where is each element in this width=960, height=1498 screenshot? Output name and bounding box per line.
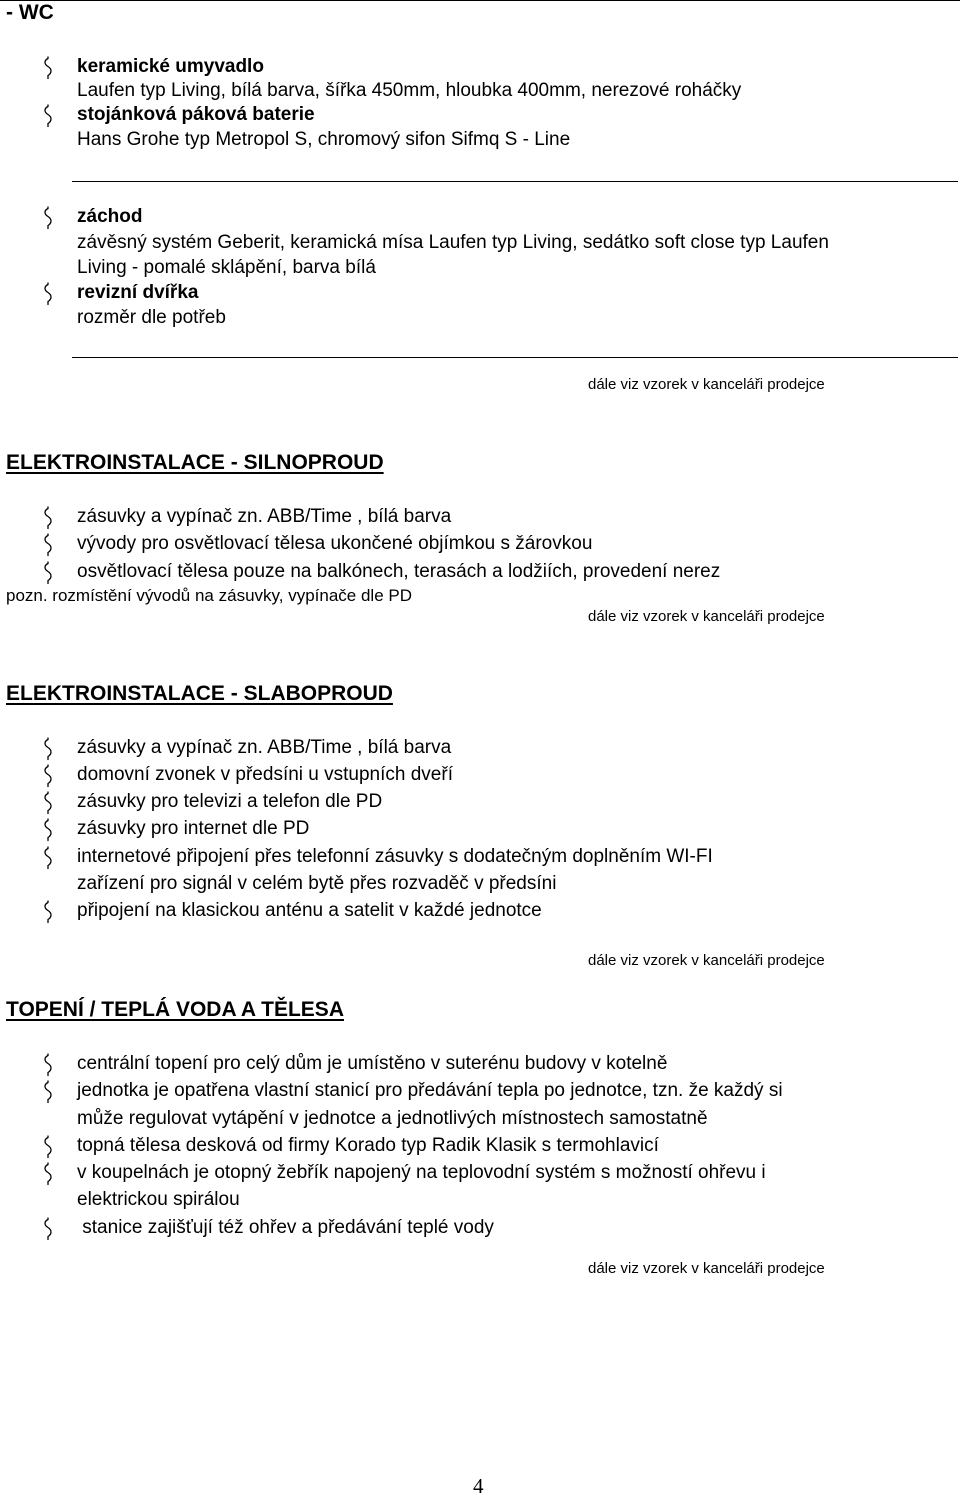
bullet-icon	[41, 1053, 55, 1077]
bullet-icon	[41, 1217, 55, 1241]
bullet-icon	[41, 1162, 55, 1186]
bullet-icon	[41, 818, 55, 842]
item-baterie-desc: Hans Grohe typ Metropol S, chromový sifon Sifmq S - Line	[77, 129, 571, 150]
list-item: domovní zvonek v předsíni u vstupních dveří	[77, 764, 453, 785]
list-item: stanice zajišťují též ohřev a předávání teplé vody	[77, 1217, 494, 1238]
item-umyvadlo-title: keramické umyvadlo	[77, 56, 264, 77]
bullet-icon	[41, 791, 55, 815]
section-title-slaboproud: ELEKTROINSTALACE - SLABOPROUD	[6, 682, 393, 705]
item-zachod-title: záchod	[77, 206, 143, 227]
item-zachod-desc-2: Living - pomalé sklápění, barva bílá	[77, 257, 376, 278]
list-item: připojení na klasickou anténu a satelit v každé jednotce	[77, 900, 542, 921]
sample-note: dále viz vzorek v kanceláři prodejce	[588, 376, 825, 393]
section-title-topeni: TOPENÍ / TEPLÁ VODA A TĚLESA	[6, 998, 344, 1021]
list-item: osvětlovací tělesa pouze na balkónech, terasách a lodžiích, provedení nerez	[77, 561, 721, 582]
bullet-icon	[41, 282, 55, 306]
sample-note: dále viz vzorek v kanceláři prodejce	[588, 952, 825, 969]
bullet-icon	[41, 764, 55, 788]
list-item: topná tělesa desková od firmy Korado typ Radik Klasik s termohlavicí	[77, 1135, 659, 1156]
bullet-icon	[41, 1080, 55, 1104]
section-title-wc: - WC	[6, 1, 54, 24]
divider	[72, 181, 958, 182]
bullet-icon	[41, 206, 55, 230]
bullet-icon	[41, 1135, 55, 1159]
list-item: v koupelnách je otopný žebřík napojený na teplovodní systém s možností ohřevu i	[77, 1162, 766, 1183]
list-item: zásuvky a vypínač zn. ABB/Time , bílá barva	[77, 506, 452, 527]
bullet-icon	[41, 533, 55, 557]
list-item: centrální topení pro celý dům je umístěno v suterénu budovy v kotelně	[77, 1053, 668, 1074]
list-item-continuation: může regulovat vytápění v jednotce a jednotlivých místnostech samostatně	[77, 1108, 708, 1129]
item-zachod-desc-1: závěsný systém Geberit, keramická mísa Laufen typ Living, sedátko soft close typ Laufen	[77, 232, 829, 253]
page-number: 4	[473, 1474, 484, 1498]
bullet-icon	[41, 506, 55, 530]
list-item: zásuvky pro internet dle PD	[77, 818, 310, 839]
list-item: internetové připojení přes telefonní zásuvky s dodatečným doplněním WI-FI	[77, 846, 713, 867]
item-dvirka-title: revizní dvířka	[77, 282, 199, 303]
bullet-icon	[41, 104, 55, 128]
item-baterie-title: stojánková páková baterie	[77, 104, 315, 125]
sample-note: dále viz vzorek v kanceláři prodejce	[588, 608, 825, 625]
list-item: jednotka je opatřena vlastní stanicí pro předávání tepla po jednotce, tzn. že každý si	[77, 1080, 783, 1101]
section-title-silnoproud: ELEKTROINSTALACE - SILNOPROUD	[6, 451, 384, 474]
pozn-note: pozn. rozmístění vývodů na zásuvky, vypínače dle PD	[6, 586, 412, 605]
item-dvirka-desc: rozměr dle potřeb	[77, 307, 226, 328]
list-item-continuation: zařízení pro signál v celém bytě přes rozvaděč v předsíni	[77, 873, 557, 894]
bullet-icon	[41, 846, 55, 870]
sample-note: dále viz vzorek v kanceláři prodejce	[588, 1260, 825, 1277]
bullet-icon	[41, 900, 55, 924]
top-rule	[0, 0, 960, 1]
item-umyvadlo-desc: Laufen typ Living, bílá barva, šířka 450mm, hloubka 400mm, nerezové roháčky	[77, 80, 742, 101]
list-item: zásuvky a vypínač zn. ABB/Time , bílá barva	[77, 737, 452, 758]
bullet-icon	[41, 561, 55, 585]
bullet-icon	[41, 56, 55, 80]
list-item: vývody pro osvětlovací tělesa ukončené objímkou s žárovkou	[77, 533, 593, 554]
divider	[72, 357, 958, 358]
list-item-continuation: elektrickou spirálou	[77, 1189, 240, 1210]
bullet-icon	[41, 737, 55, 761]
list-item: zásuvky pro televizi a telefon dle PD	[77, 791, 383, 812]
